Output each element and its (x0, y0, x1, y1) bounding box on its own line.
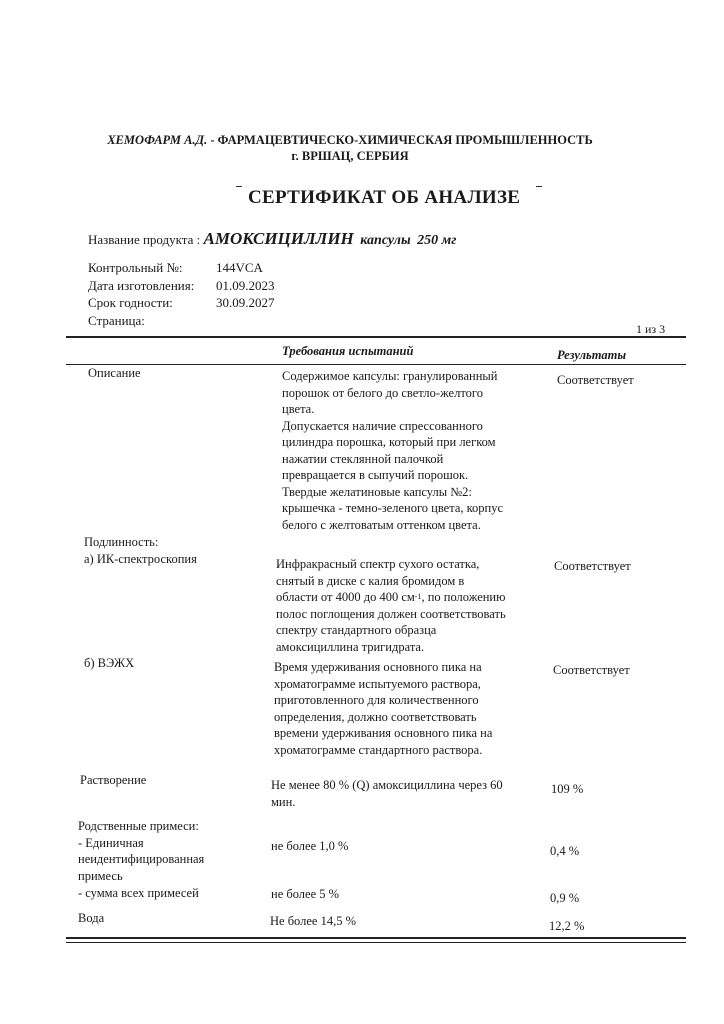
impurities-title: Родственные примеси: (78, 819, 199, 833)
req-line: Допускается наличие спрессованного (282, 418, 483, 433)
impurity-single-line: - Единичная (78, 835, 144, 850)
scan-mark (536, 186, 542, 187)
row-identity-name: Подлинность: (84, 535, 159, 549)
company-city: г. ВРШАЦ, СЕРБИЯ (291, 149, 409, 163)
table-bottom-rule (66, 937, 686, 939)
row-ir-result: Соответствует (554, 559, 631, 573)
product-line (88, 229, 456, 249)
manufacture-date: 01.09.2023 (216, 277, 275, 293)
batch-number: 144VCA (216, 260, 263, 275)
company-industry: - ФАРМАЦЕВТИЧЕСКО-ХИМИЧЕСКАЯ ПРОМЫШЛЕННОСТЬ (207, 133, 593, 147)
req-line: спектру стандартного образца (276, 623, 437, 637)
req-line: полос поглощения должен соответствовать (276, 606, 506, 621)
page-row (88, 312, 275, 330)
row-impurity-single-req: не более 1,0 % (271, 839, 349, 853)
page-number: 1 из 3 (636, 322, 666, 336)
req-line: Инфракрасный спектр сухого остатка, (276, 557, 480, 571)
req-line: Твердые желатиновые капсулы №2: (282, 484, 472, 499)
table-top-rule (66, 336, 686, 338)
req-text: области от 4000 до 400 см (276, 590, 415, 604)
req-line: снятый в диске с калия бромидом в (276, 573, 465, 588)
product-name: АМОКСИЦИЛЛИН (203, 229, 354, 248)
row-hplc-result: Соответствует (553, 663, 630, 677)
req-line: Содержимое капсулы: гранулированный (282, 369, 498, 383)
row-hplc-req (274, 659, 492, 758)
row-impurity-total-result: 0,9 % (550, 891, 580, 905)
product-label: Название продукта : (88, 232, 201, 247)
batch-label: Контрольный №: (88, 260, 183, 275)
req-line: определения, должно соответствовать (274, 709, 477, 724)
product-form: капсулы (360, 233, 411, 248)
page-label: Страница: (88, 312, 145, 328)
expiry-label: Срок годности: (88, 295, 173, 310)
row-dissolution-result: 109 % (551, 782, 584, 796)
req-line: приготовленного для количественного (274, 693, 479, 707)
manufacture-row (88, 277, 275, 295)
row-impurity-total-req: не более 5 % (271, 887, 340, 901)
req-line: хроматограмме испытуемого раствора, (274, 676, 481, 691)
row-impurities-name (78, 818, 204, 884)
col-header-requirements: Требования испытаний (282, 344, 414, 358)
row-dissolution-name: Растворение (80, 773, 147, 787)
manufacture-label: Дата изготовления: (88, 277, 195, 293)
product-dose: 250 мг (417, 233, 457, 248)
row-dissolution-req (271, 777, 503, 810)
row-description-req (282, 368, 503, 533)
req-line: крышечка - темно-зеленого цвета, корпус (282, 501, 504, 515)
req-line: мин. (271, 794, 296, 809)
expiry-row (88, 294, 275, 312)
req-line: амоксициллина тригидрата. (276, 639, 425, 654)
row-ir-name: а) ИК-спектроскопия (84, 552, 197, 566)
document-title: СЕРТИФИКАТ ОБ АНАЛИЗЕ (248, 187, 521, 208)
row-hplc-name: б) ВЭЖХ (84, 656, 135, 670)
row-water-name: Вода (78, 911, 105, 925)
req-superscript: -1 (414, 592, 422, 601)
company-name: ХЕМОФАРМ А.Д. (107, 133, 208, 147)
company-header (90, 132, 610, 164)
req-line: хроматограмме стандартного раствора. (274, 742, 483, 757)
row-description-result: Соответствует (557, 373, 634, 387)
col-header-results: Результаты (557, 348, 627, 362)
batch-row (88, 259, 275, 277)
req-line: цилиндра порошка, который при легком (282, 435, 496, 449)
row-impurity-single-result: 0,4 % (550, 844, 580, 858)
row-description-name: Описание (88, 366, 141, 380)
table-header-rule (66, 364, 686, 365)
impurity-single-line: примесь (78, 868, 123, 883)
req-text: , по положению (421, 590, 506, 604)
row-ir-req (276, 556, 506, 655)
table-bottom-rule-2 (66, 942, 686, 943)
row-impurity-total-name: - сумма всех примесей (78, 886, 199, 900)
batch-info (88, 259, 275, 329)
company-line (90, 132, 610, 148)
expiry-date: 30.09.2027 (216, 295, 275, 310)
req-line: Не менее 80 % (Q) амоксициллина через 60 (271, 778, 503, 792)
impurity-single-line: неидентифицированная (78, 852, 205, 866)
req-line: Время удерживания основного пика на (274, 660, 482, 674)
req-line: нажатии стеклянной палочкой (282, 451, 444, 466)
req-line: цвета. (282, 402, 315, 416)
req-line: белого с желтоватым оттенком цвета. (282, 517, 481, 532)
req-line: порошок от белого до светло-желтого (282, 385, 483, 400)
req-line: превращается в сыпучий порошок. (282, 468, 469, 482)
row-water-result: 12,2 % (549, 919, 585, 933)
scan-mark (236, 186, 242, 187)
row-water-req: Не более 14,5 % (270, 914, 357, 928)
req-line (276, 589, 506, 606)
req-line: времени удерживания основного пика на (274, 726, 493, 740)
